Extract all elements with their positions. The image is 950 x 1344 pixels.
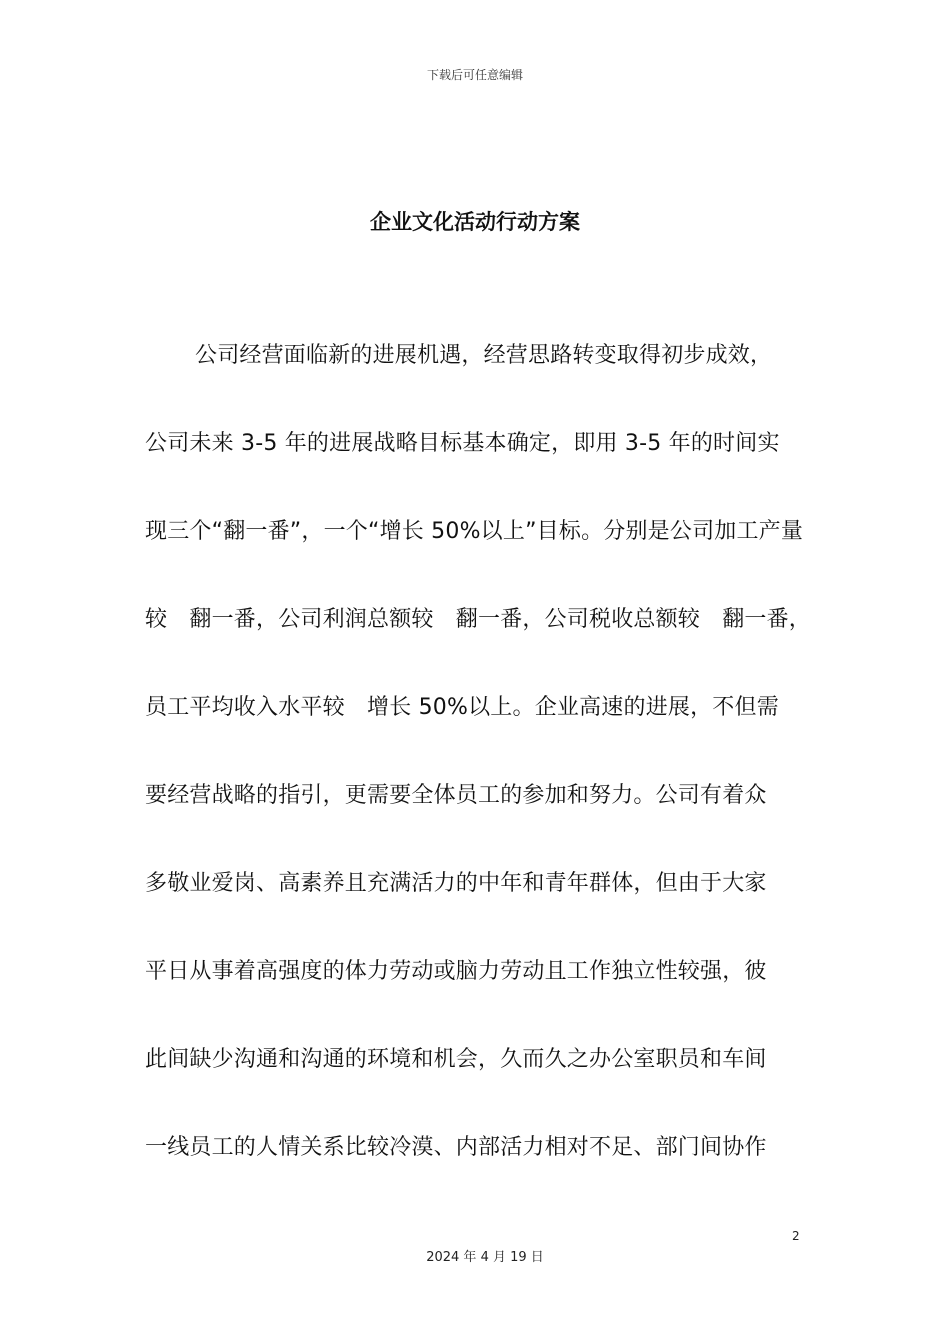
body-line: 公司经营面临新的进展机遇，经营思路转变取得初步成效， [195, 343, 773, 368]
document-title: 企业文化活动行动方案 [370, 210, 580, 234]
body-text [145, 335, 825, 1215]
body-line: 较 翻一番，公司利润总额较 翻一番，公司税收总额较 翻一番， [145, 607, 812, 632]
body-line: 一线员工的人情关系比较冷漠、内部活力相对不足、部门间协作 [145, 1135, 767, 1160]
header-note: 下载后可任意编辑 [426, 68, 523, 82]
body-line: 要经营战略的指引，更需要全体员工的参加和努力。公司有着众 [145, 783, 767, 808]
body-line: 公司未来 3-5 年的进展战略目标基本确定，即用 3-5 年的时间实 [145, 431, 780, 456]
footer-date: 2024 年 4 月 19 日 [426, 1250, 544, 1265]
body-line: 多敬业爱岗、高素养且充满活力的中年和青年群体，但由于大家 [145, 871, 767, 896]
body-line: 员工平均收入水平较 增长 50%以上。企业高速的进展，不但需 [145, 695, 779, 720]
body-line: 现三个“翻一番”，一个“增长 50%以上”目标。分别是公司加工产量 [145, 519, 804, 544]
body-line: 平日从事着高强度的体力劳动或脑力劳动且工作独立性较强，彼 [145, 959, 767, 984]
page-number: 2 [792, 1229, 800, 1243]
body-line: 此间缺少沟通和沟通的环境和机会，久而久之办公室职员和车间 [145, 1047, 767, 1072]
